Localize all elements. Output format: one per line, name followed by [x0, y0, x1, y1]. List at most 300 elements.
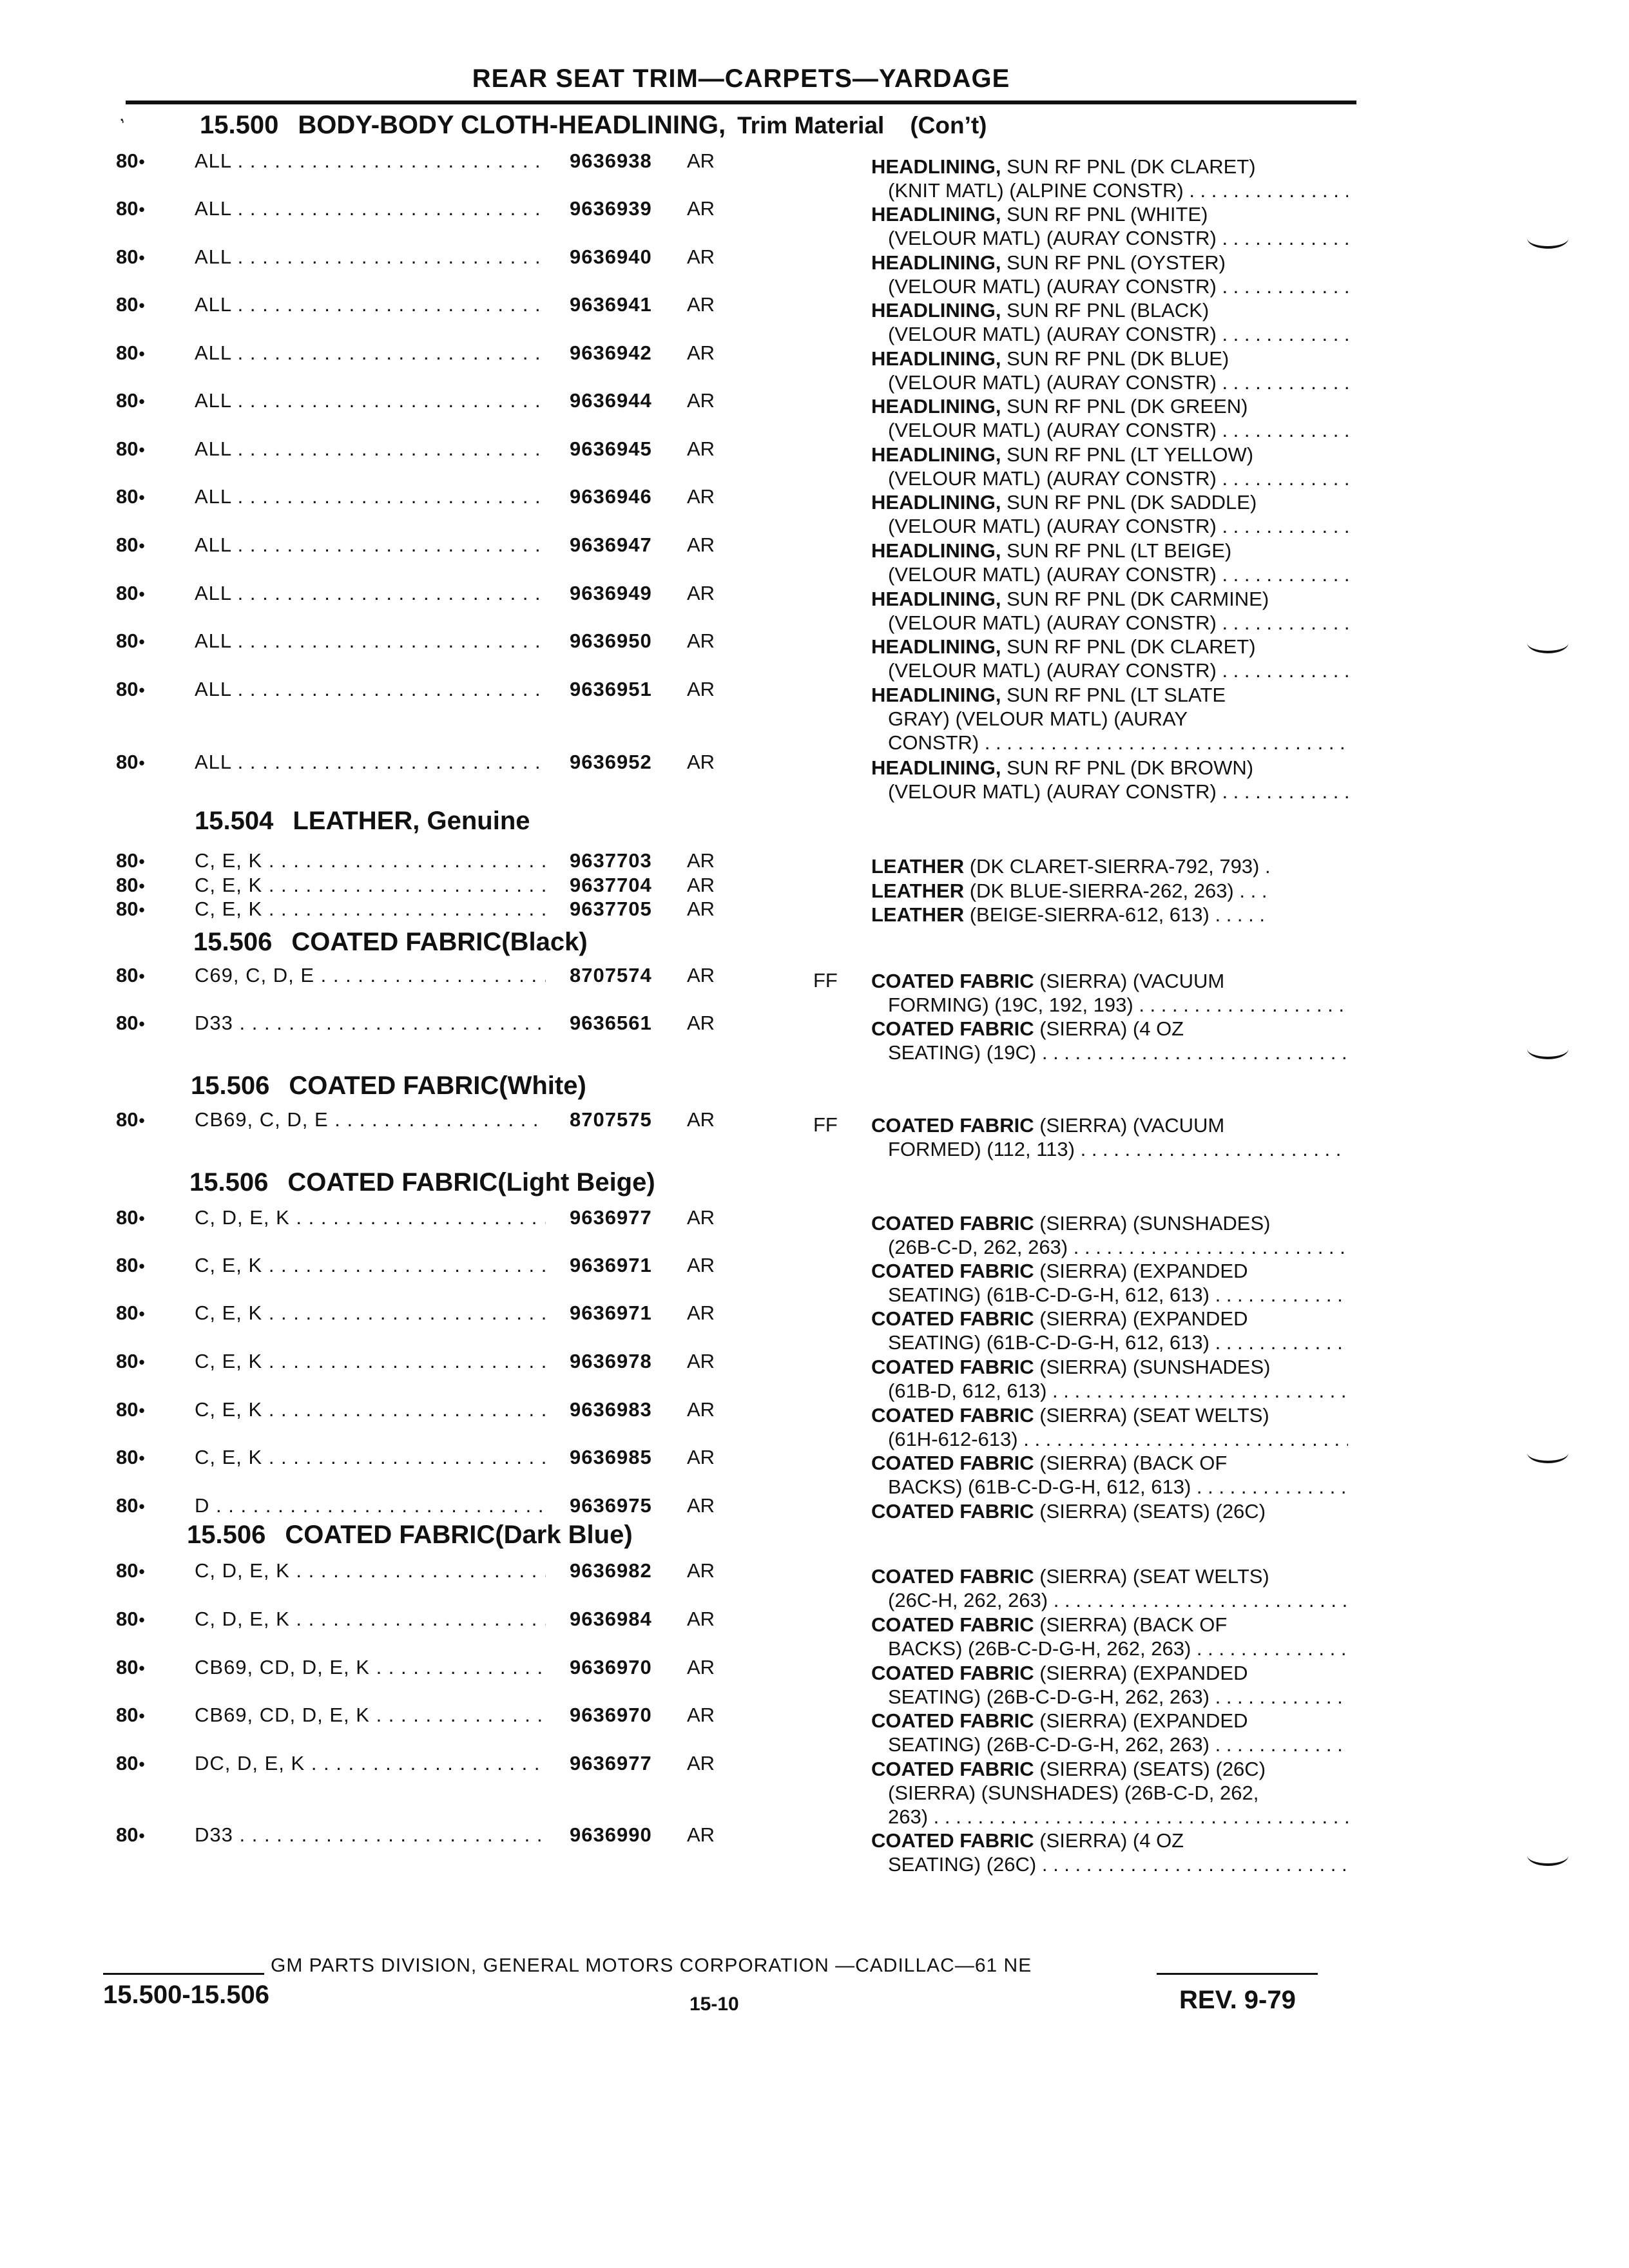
- description-text: SUN RF PNL (DK CLARET): [1007, 155, 1256, 178]
- description-line: (VELOUR MATL) (AURAY CONSTR) . . .: [871, 466, 1348, 490]
- part-description: [871, 903, 1348, 927]
- part-description: [871, 879, 1348, 903]
- part-description: [871, 347, 1348, 394]
- description-line: [871, 443, 1348, 466]
- part-description: [871, 1113, 1348, 1161]
- description-line: [871, 587, 1348, 611]
- quantity: AR: [687, 197, 715, 220]
- description-line: (VELOUR MATL) (AURAY CONSTR) . . .: [871, 514, 1348, 538]
- section-title: COATED FABRIC(Dark Blue): [285, 1521, 633, 1549]
- description-keyword: COATED FABRIC: [871, 1212, 1034, 1235]
- description-keyword: HEADLINING,: [871, 299, 1001, 322]
- description-line: FORMING) (19C, 192, 193) . . .: [871, 993, 1348, 1017]
- quantity: AR: [687, 1206, 715, 1229]
- model-codes: C, D, E, K . . .: [195, 1559, 546, 1582]
- description-keyword: LEATHER: [871, 855, 965, 878]
- part-number: 9636984: [570, 1608, 652, 1630]
- description-text: (SIERRA) (4 OZ: [1039, 1017, 1184, 1040]
- description-line: (VELOUR MATL) (AURAY CONSTR) . . .: [871, 418, 1348, 442]
- description-line: SEATING) (26B-C-D-G-H, 262, 263) . . .: [871, 1685, 1348, 1709]
- part-number: 9636944: [570, 389, 652, 412]
- description-keyword: COATED FABRIC: [871, 1114, 1034, 1137]
- description-line: [871, 1259, 1348, 1283]
- model-codes: C, E, K . . .: [195, 874, 546, 897]
- quantity: AR: [687, 1350, 715, 1372]
- quantity: AR: [687, 1302, 715, 1324]
- description-line: BACKS) (26B-C-D-G-H, 262, 263) . . .: [871, 1637, 1348, 1660]
- description-line: [871, 1709, 1348, 1733]
- description-text: SUN RF PNL (DK SADDLE): [1007, 491, 1257, 514]
- description-line: [871, 1403, 1348, 1427]
- model-codes: CB69, CD, D, E, K . . .: [195, 1656, 546, 1679]
- part-description: [871, 969, 1348, 1017]
- description-text: (DK BLUE-SIERRA-262, 263) . . .: [969, 879, 1268, 902]
- model-codes: ALL . . .: [195, 582, 546, 605]
- description-keyword: HEADLINING,: [871, 251, 1001, 274]
- model-codes: ALL . . .: [195, 149, 546, 173]
- model-year: 80 •: [116, 582, 145, 605]
- quantity: AR: [687, 898, 715, 920]
- header-rule: [126, 101, 1356, 104]
- model-year: 80 •: [116, 1752, 145, 1775]
- model-codes: D . . .: [195, 1494, 546, 1517]
- model-year: 80 •: [116, 874, 145, 897]
- description-text: (SIERRA) (SEATS) (26C): [1039, 1500, 1266, 1523]
- description-keyword: HEADLINING,: [871, 347, 1001, 370]
- model-codes: C, E, K . . .: [195, 1398, 546, 1421]
- section-number: 15.506: [189, 1168, 269, 1196]
- description-keyword: COATED FABRIC: [871, 1613, 1034, 1636]
- part-description: [871, 854, 1348, 878]
- footer-section-range: 15.500-15.506: [103, 1981, 270, 2009]
- model-codes: ALL . . .: [195, 293, 546, 316]
- description-text: SUN RF PNL (WHITE): [1007, 203, 1208, 226]
- description-line: [871, 1757, 1348, 1781]
- model-year: 80 •: [116, 197, 145, 220]
- description-text: SUN RF PNL (LT YELLOW): [1007, 443, 1254, 466]
- description-line: FORMED) (112, 113) . . .: [871, 1137, 1348, 1161]
- description-text: (SIERRA) (BACK OF: [1039, 1613, 1228, 1636]
- footer-revision: REV. 9-79: [1179, 1986, 1296, 2014]
- page-title: REAR SEAT TRIM—CARPETS—YARDAGE: [472, 64, 1010, 93]
- description-keyword: HEADLINING,: [871, 635, 1001, 658]
- description-text: (DK CLARET-SIERRA-792, 793) .: [969, 855, 1271, 878]
- part-description: [871, 1661, 1348, 1709]
- description-line: (VELOUR MATL) (AURAY CONSTR) . . .: [871, 658, 1348, 682]
- description-keyword: COATED FABRIC: [871, 1758, 1034, 1780]
- description-keyword: HEADLINING,: [871, 684, 1001, 706]
- section-heading: [189, 1168, 655, 1197]
- part-number: 9636975: [570, 1494, 652, 1517]
- section-heading: [193, 928, 588, 957]
- hole-punch-mark: [1527, 1049, 1568, 1059]
- description-line: SEATING) (19C) . . .: [871, 1041, 1348, 1064]
- description-line: [871, 1829, 1348, 1852]
- quantity: AR: [687, 1608, 715, 1630]
- part-number: 9636945: [570, 437, 652, 460]
- description-line: CONSTR) . . .: [871, 731, 1348, 754]
- quantity: AR: [687, 1656, 715, 1678]
- quantity: AR: [687, 1823, 715, 1846]
- model-year: 80 •: [116, 437, 145, 461]
- part-number: 9636970: [570, 1656, 652, 1678]
- part-number: 9636940: [570, 245, 652, 268]
- part-number: 9637705: [570, 898, 652, 920]
- part-number: 9636947: [570, 533, 652, 556]
- section-number: 15.504: [195, 807, 274, 835]
- part-number: 9636977: [570, 1206, 652, 1229]
- section-heading: [200, 111, 987, 140]
- part-description: [871, 1829, 1348, 1876]
- model-codes: ALL . . .: [195, 341, 546, 365]
- model-year: 80 •: [116, 485, 145, 508]
- part-number: 9636939: [570, 197, 652, 220]
- quantity: AR: [687, 341, 715, 364]
- model-year: 80 •: [116, 341, 145, 365]
- part-description: [871, 155, 1348, 202]
- part-number: 9636951: [570, 678, 652, 700]
- model-year: 80 •: [116, 1494, 145, 1517]
- description-keyword: COATED FABRIC: [871, 1500, 1034, 1523]
- description-keyword: HEADLINING,: [871, 443, 1001, 466]
- description-line: (VELOUR MATL) (AURAY CONSTR) . . .: [871, 322, 1348, 346]
- model-codes: ALL . . .: [195, 751, 546, 774]
- model-year: 80 •: [116, 964, 145, 987]
- description-text: SUN RF PNL (DK BROWN): [1007, 756, 1254, 779]
- part-description: [871, 394, 1348, 442]
- model-year: 80 •: [116, 1446, 145, 1469]
- part-description: [871, 1613, 1348, 1660]
- model-year: 80 •: [116, 1656, 145, 1679]
- model-year: 80 •: [116, 849, 145, 872]
- description-text: (SIERRA) (SEATS) (26C): [1039, 1758, 1266, 1780]
- description-line: (VELOUR MATL) (AURAY CONSTR) . . .: [871, 274, 1348, 298]
- section-heading: [187, 1521, 633, 1550]
- part-number: 9637704: [570, 874, 652, 896]
- description-line: [871, 1355, 1348, 1379]
- quantity: AR: [687, 849, 715, 872]
- continued-label: (Con’t): [910, 112, 987, 139]
- part-description: [871, 251, 1348, 298]
- model-codes: D33 . . .: [195, 1823, 546, 1847]
- part-description: [871, 635, 1348, 682]
- description-keyword: HEADLINING,: [871, 756, 1001, 779]
- description-text: SUN RF PNL (DK BLUE): [1007, 347, 1229, 370]
- part-description: [871, 1355, 1348, 1403]
- quantity: AR: [687, 485, 715, 508]
- model-year: 80 •: [116, 1012, 145, 1035]
- footer-corporation: GM PARTS DIVISION, GENERAL MOTORS CORPORATION —CADILLAC—61 NE: [271, 1955, 1032, 1976]
- description-text: (SIERRA) (EXPANDED: [1039, 1662, 1248, 1684]
- quantity: AR: [687, 1559, 715, 1582]
- part-number: 9636942: [570, 341, 652, 364]
- description-line: [871, 251, 1348, 274]
- model-codes: D33 . . .: [195, 1012, 546, 1035]
- model-codes: C, E, K . . .: [195, 1446, 546, 1469]
- hole-punch-mark: [1527, 238, 1568, 249]
- description-line: [871, 347, 1348, 370]
- section-number: 15.500: [200, 111, 279, 139]
- description-line: [871, 635, 1348, 658]
- part-description: [871, 1564, 1348, 1612]
- part-number: 9636561: [570, 1012, 652, 1034]
- quantity: AR: [687, 582, 715, 604]
- description-text: (SIERRA) (SEAT WELTS): [1039, 1565, 1269, 1588]
- description-keyword: COATED FABRIC: [871, 1452, 1034, 1474]
- fabric-code: FF: [813, 1113, 838, 1136]
- section-heading: [195, 807, 530, 836]
- section-number: 15.506: [191, 1072, 270, 1100]
- quantity: AR: [687, 964, 715, 986]
- description-line: SEATING) (61B-C-D-G-H, 612, 613) . . .: [871, 1283, 1348, 1307]
- part-number: 9636946: [570, 485, 652, 508]
- footer-rule: [1157, 1973, 1318, 1975]
- model-codes: ALL . . .: [195, 485, 546, 508]
- model-year: 80 •: [116, 1704, 145, 1727]
- description-line: [871, 756, 1348, 780]
- part-description: [871, 1017, 1348, 1064]
- part-description: [871, 1259, 1348, 1307]
- model-codes: C, E, K . . .: [195, 1350, 546, 1373]
- quantity: AR: [687, 1446, 715, 1468]
- description-text: (SIERRA) (SUNSHADES): [1039, 1356, 1271, 1378]
- description-line: SEATING) (26B-C-D-G-H, 262, 263) . . .: [871, 1733, 1348, 1756]
- section-number: 15.506: [187, 1521, 266, 1549]
- description-text: (BEIGE-SIERRA-612, 613) . . . . .: [969, 903, 1265, 926]
- model-year: 80 •: [116, 678, 145, 701]
- description-keyword: COATED FABRIC: [871, 1829, 1034, 1852]
- tick-mark: ’: [118, 115, 131, 136]
- description-text: (SIERRA) (EXPANDED: [1039, 1709, 1248, 1732]
- description-line: (VELOUR MATL) (AURAY CONSTR) . . .: [871, 562, 1348, 586]
- part-number: 9636950: [570, 629, 652, 652]
- part-number: 9636978: [570, 1350, 652, 1372]
- section-title: COATED FABRIC(White): [289, 1072, 586, 1100]
- description-line: [871, 683, 1348, 707]
- quantity: AR: [687, 1012, 715, 1034]
- description-line: [871, 1499, 1348, 1523]
- model-year: 80 •: [116, 1206, 145, 1229]
- model-codes: C, E, K . . .: [195, 1302, 546, 1325]
- description-keyword: HEADLINING,: [871, 491, 1001, 514]
- description-keyword: HEADLINING,: [871, 395, 1001, 418]
- quantity: AR: [687, 1704, 715, 1726]
- part-description: [871, 202, 1348, 250]
- description-text: (SIERRA) (4 OZ: [1039, 1829, 1184, 1852]
- description-text: SUN RF PNL (BLACK): [1007, 299, 1210, 322]
- description-line: [871, 1113, 1348, 1137]
- description-line: [871, 490, 1348, 514]
- model-codes: ALL . . .: [195, 245, 546, 269]
- part-number: 9636970: [570, 1704, 652, 1726]
- description-line: 263) . . .: [871, 1805, 1348, 1829]
- model-codes: C, E, K . . .: [195, 1254, 546, 1277]
- description-line: SEATING) (26C) . . .: [871, 1852, 1348, 1876]
- description-line: (26B-C-D, 262, 263) . . .: [871, 1235, 1348, 1259]
- part-number: 8707574: [570, 964, 652, 986]
- part-number: 9636952: [570, 751, 652, 773]
- part-number: 9636985: [570, 1446, 652, 1468]
- description-line: (VELOUR MATL) (AURAY CONSTR) . . .: [871, 611, 1348, 635]
- hole-punch-mark: [1527, 1453, 1568, 1463]
- model-codes: ALL . . .: [195, 389, 546, 412]
- description-line: [871, 1017, 1348, 1041]
- description-keyword: HEADLINING,: [871, 155, 1001, 178]
- model-codes: ALL . . .: [195, 629, 546, 653]
- part-number: 9636949: [570, 582, 652, 604]
- description-line: SEATING) (61B-C-D-G-H, 612, 613) . . .: [871, 1331, 1348, 1354]
- description-keyword: LEATHER: [871, 903, 965, 926]
- description-line: (26C-H, 262, 263) . . .: [871, 1588, 1348, 1612]
- model-year: 80 •: [116, 1823, 145, 1847]
- description-keyword: COATED FABRIC: [871, 1709, 1034, 1732]
- description-text: SUN RF PNL (DK CLARET): [1007, 635, 1256, 658]
- part-number: 9636971: [570, 1302, 652, 1324]
- quantity: AR: [687, 149, 715, 172]
- description-text: (SIERRA) (SEAT WELTS): [1039, 1404, 1269, 1427]
- section-heading: [191, 1072, 586, 1100]
- description-line: BACKS) (61B-C-D-G-H, 612, 613) . . .: [871, 1475, 1348, 1499]
- model-codes: ALL . . .: [195, 197, 546, 220]
- description-line: [871, 155, 1348, 178]
- part-number: 9636977: [570, 1752, 652, 1774]
- part-description: [871, 1451, 1348, 1499]
- description-text: (SIERRA) (BACK OF: [1039, 1452, 1228, 1474]
- quantity: AR: [687, 678, 715, 700]
- description-line: (VELOUR MATL) (AURAY CONSTR) . . .: [871, 780, 1348, 803]
- description-keyword: COATED FABRIC: [871, 1565, 1034, 1588]
- description-line: GRAY) (VELOUR MATL) (AURAY: [888, 707, 1188, 730]
- footer-rule: [103, 1973, 264, 1975]
- description-keyword: HEADLINING,: [871, 539, 1001, 562]
- part-number: 8707575: [570, 1108, 652, 1131]
- description-text: SUN RF PNL (DK CARMINE): [1007, 588, 1269, 610]
- model-year: 80 •: [116, 898, 145, 921]
- hole-punch-mark: [1527, 643, 1568, 653]
- model-codes: ALL . . .: [195, 678, 546, 701]
- model-codes: C, D, E, K . . .: [195, 1206, 546, 1229]
- model-year: 80 •: [116, 245, 145, 269]
- description-line: [871, 1661, 1348, 1685]
- quantity: AR: [687, 1108, 715, 1131]
- description-keyword: COATED FABRIC: [871, 1307, 1034, 1330]
- model-year: 80 •: [116, 1398, 145, 1421]
- description-text: SUN RF PNL (LT BEIGE): [1007, 539, 1232, 562]
- model-codes: C, E, K . . .: [195, 898, 546, 921]
- model-year: 80 •: [116, 1559, 145, 1582]
- part-description: [871, 539, 1348, 586]
- description-text: (SIERRA) (VACUUM: [1039, 1114, 1225, 1137]
- quantity: AR: [687, 751, 715, 773]
- part-description: [871, 587, 1348, 635]
- description-line: [871, 539, 1348, 562]
- quantity: AR: [687, 1398, 715, 1421]
- description-line: [871, 903, 1348, 927]
- description-line: [871, 394, 1348, 418]
- description-line: [871, 202, 1348, 226]
- description-keyword: COATED FABRIC: [871, 1260, 1034, 1282]
- quantity: AR: [687, 293, 715, 316]
- part-description: [871, 756, 1348, 803]
- model-codes: ALL . . .: [195, 533, 546, 557]
- part-description: [871, 298, 1348, 346]
- part-number: 9637703: [570, 849, 652, 872]
- description-text: SUN RF PNL (OYSTER): [1007, 251, 1226, 274]
- model-codes: DC, D, E, K . . .: [195, 1752, 546, 1775]
- description-line: [871, 1564, 1348, 1588]
- description-line: (VELOUR MATL) (AURAY CONSTR) . . .: [871, 370, 1348, 394]
- model-year: 80 •: [116, 293, 145, 316]
- model-codes: CB69, C, D, E . . .: [195, 1108, 546, 1131]
- description-keyword: HEADLINING,: [871, 203, 1001, 226]
- description-keyword: COATED FABRIC: [871, 1017, 1034, 1040]
- quantity: AR: [687, 629, 715, 652]
- quantity: AR: [687, 389, 715, 412]
- quantity: AR: [687, 1494, 715, 1517]
- section-title: COATED FABRIC(Light Beige): [287, 1168, 655, 1196]
- part-description: [871, 443, 1348, 490]
- part-description: [871, 1403, 1348, 1451]
- quantity: AR: [687, 533, 715, 556]
- model-year: 80 •: [116, 1254, 145, 1277]
- part-description: [871, 1709, 1348, 1756]
- description-text: (SIERRA) (EXPANDED: [1039, 1260, 1248, 1282]
- section-title: COATED FABRIC(Black): [291, 928, 588, 956]
- description-text: (SIERRA) (VACUUM: [1039, 970, 1225, 992]
- description-line: (SIERRA) (SUNSHADES) (26B-C-D, 262,: [888, 1782, 1259, 1804]
- model-codes: C, E, K . . .: [195, 849, 546, 872]
- description-line: (KNIT MATL) (ALPINE CONSTR) . . .: [871, 178, 1348, 202]
- quantity: AR: [687, 437, 715, 460]
- quantity: AR: [687, 245, 715, 268]
- description-line: [871, 298, 1348, 322]
- description-text: (SIERRA) (SUNSHADES): [1039, 1212, 1271, 1235]
- part-number: 9636982: [570, 1559, 652, 1582]
- description-line: [871, 1307, 1348, 1331]
- model-year: 80 •: [116, 629, 145, 653]
- fabric-code: FF: [813, 969, 838, 992]
- description-keyword: COATED FABRIC: [871, 1662, 1034, 1684]
- section-title: LEATHER, Genuine: [293, 807, 530, 835]
- part-description: [871, 1757, 1348, 1829]
- hole-punch-mark: [1527, 1856, 1568, 1866]
- description-line: (61H-612-613) . . .: [871, 1427, 1348, 1451]
- model-year: 80 •: [116, 389, 145, 412]
- quantity: AR: [687, 874, 715, 896]
- model-year: 80 •: [116, 1108, 145, 1131]
- description-keyword: COATED FABRIC: [871, 970, 1034, 992]
- model-codes: C, D, E, K . . .: [195, 1608, 546, 1631]
- description-line: [871, 1451, 1348, 1475]
- part-number: 9636971: [570, 1254, 652, 1276]
- description-keyword: COATED FABRIC: [871, 1356, 1034, 1378]
- section-title: BODY-BODY CLOTH-HEADLINING,: [298, 111, 726, 139]
- description-text: SUN RF PNL (LT SLATE: [1007, 684, 1226, 706]
- model-codes: CB69, CD, D, E, K . . .: [195, 1704, 546, 1727]
- description-line: [871, 854, 1348, 878]
- part-description: [871, 683, 1348, 754]
- footer-page-number: 15-10: [689, 1994, 739, 2015]
- quantity: AR: [687, 1254, 715, 1276]
- part-number: 9636990: [570, 1823, 652, 1846]
- description-line: (VELOUR MATL) (AURAY CONSTR) . . .: [871, 226, 1348, 250]
- part-number: 9636938: [570, 149, 652, 172]
- model-year: 80 •: [116, 1350, 145, 1373]
- model-year: 80 •: [116, 533, 145, 557]
- description-line: [871, 969, 1348, 993]
- description-text: SUN RF PNL (DK GREEN): [1007, 395, 1248, 418]
- part-description: [871, 490, 1348, 538]
